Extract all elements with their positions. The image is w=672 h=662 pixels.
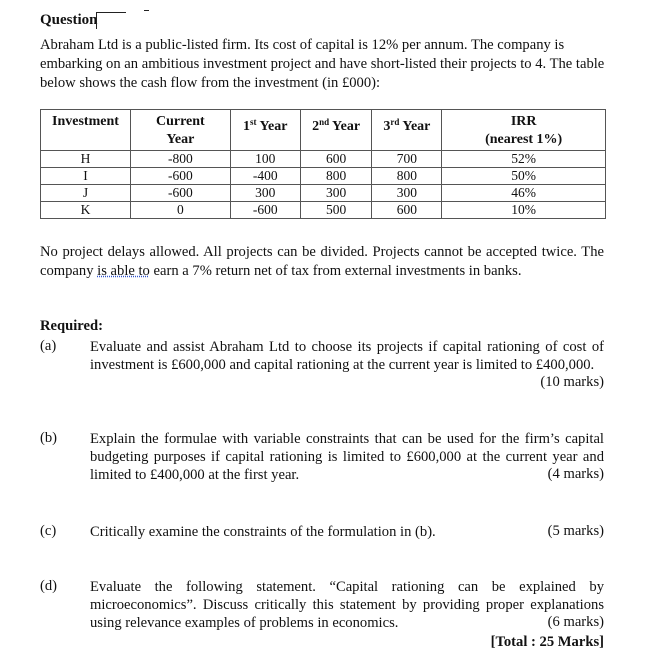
question-text-b: Explain the formulae with variable constraints that can be used for the firm’s capital budgeting purposes if capital rationing is limited to £600,000 at the current year and limited to £400,000 at the first year. bbox=[90, 431, 604, 483]
cell-year-2: 600 bbox=[300, 151, 372, 168]
question-marks-b: (4 marks) bbox=[547, 466, 604, 482]
cell-current: -600 bbox=[130, 185, 230, 202]
cell-current: 0 bbox=[130, 202, 230, 219]
cell-investment: K bbox=[41, 202, 131, 219]
question-label-d: (d) bbox=[40, 578, 58, 594]
cell-irr: 10% bbox=[442, 202, 606, 219]
table-row bbox=[41, 168, 606, 185]
cell-year-2: 800 bbox=[300, 168, 372, 185]
cell-irr: 52% bbox=[442, 151, 606, 168]
question-label-c: (c) bbox=[40, 523, 57, 539]
cell-year-1: 100 bbox=[230, 151, 300, 168]
cell-irr: 50% bbox=[442, 168, 606, 185]
cell-year-3: 600 bbox=[372, 202, 442, 219]
question-text-c: Critically examine the constraints of the formulation in (b). bbox=[90, 524, 436, 540]
cell-investment: J bbox=[41, 185, 131, 202]
text-cursor-mark bbox=[96, 12, 126, 29]
cell-year-2: 500 bbox=[300, 202, 372, 219]
cell-year-3: 800 bbox=[372, 168, 442, 185]
cell-current: -600 bbox=[130, 168, 230, 185]
assumptions-paragraph: No project delays allowed. All projects can be divided. Projects cannot be accepted twice. The company is able to earn a 7% return net of tax from external investments in banks. bbox=[40, 244, 604, 279]
question-marks-a: (10 marks) bbox=[540, 374, 604, 390]
cell-investment: I bbox=[41, 168, 131, 185]
dash-mark bbox=[144, 10, 149, 11]
cell-year-2: 300 bbox=[300, 185, 372, 202]
col-year-2: 2nd Year bbox=[300, 110, 372, 151]
question-text-d: Evaluate the following statement. “Capital rationing can be explained by microeconomics”. Discuss critically this statement by providing proper explanations using relevance examples of problems in economics. bbox=[90, 579, 604, 631]
table-header-row bbox=[41, 110, 606, 151]
cell-current: -800 bbox=[130, 151, 230, 168]
question-text-a: Evaluate and assist Abraham Ltd to choose its projects if capital rationing of cost of investment is £600,000 and capital rationing at the current year is limited to £400,000. bbox=[90, 339, 604, 373]
cash-flow-table bbox=[40, 109, 606, 219]
cell-irr: 46% bbox=[442, 185, 606, 202]
cell-year-1: -600 bbox=[230, 202, 300, 219]
intro-paragraph: Abraham Ltd is a public-listed firm. Its cost of capital is 12% per annum. The company is embarking on an ambitious investment project and have short-listed their projects to 4. The table below shows the cash flow from the investment (in £000): bbox=[40, 37, 605, 91]
question-label-b: (b) bbox=[40, 430, 58, 446]
cell-year-1: 300 bbox=[230, 185, 300, 202]
table-row bbox=[41, 202, 606, 219]
cell-year-3: 300 bbox=[372, 185, 442, 202]
spellcheck-underlined-phrase[interactable]: is able to bbox=[97, 263, 150, 279]
cell-year-3: 700 bbox=[372, 151, 442, 168]
cell-year-1: -400 bbox=[230, 168, 300, 185]
question-marks-d: (6 marks) bbox=[547, 614, 604, 630]
cell-investment: H bbox=[41, 151, 131, 168]
required-heading: Required: bbox=[40, 318, 103, 334]
col-year-1: 1st Year bbox=[230, 110, 300, 151]
total-marks: [Total : 25 Marks] bbox=[490, 634, 604, 650]
col-irr: IRR (nearest 1%) bbox=[442, 110, 606, 151]
table-row bbox=[41, 151, 606, 168]
col-year-3: 3rd Year bbox=[372, 110, 442, 151]
col-investment: Investment bbox=[41, 110, 131, 151]
table-row bbox=[41, 185, 606, 202]
col-current-year: Current Year bbox=[130, 110, 230, 151]
question-heading: Question bbox=[40, 12, 98, 28]
question-marks-c: (5 marks) bbox=[547, 523, 604, 539]
question-label-a: (a) bbox=[40, 338, 57, 354]
